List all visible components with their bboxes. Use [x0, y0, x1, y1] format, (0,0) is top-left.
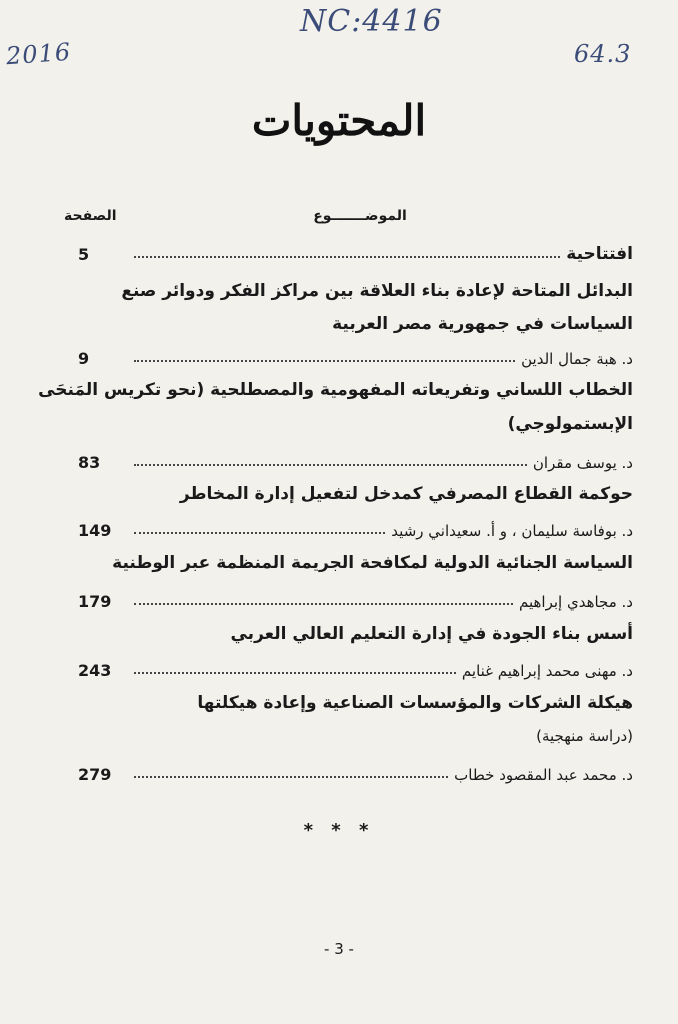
toc-line [78, 654, 633, 680]
handwritten-shelf-mark: 64.3 [574, 40, 632, 68]
toc-line [78, 342, 633, 368]
dot-leader [134, 256, 560, 258]
toc-entry-title: البدائل المتاحة لإعادة بناء العلاقة بين مراكز الفكر ودوائر صنع [121, 281, 633, 301]
toc-page-number: 9 [78, 349, 90, 368]
toc-line-text: افتتاحية [566, 244, 633, 264]
toc-author: د. بوفاسة سليمان ، و أ. سعيداني رشيد [391, 522, 633, 540]
toc-page-number: 243 [78, 661, 112, 680]
ornament: * * * [303, 820, 375, 841]
toc-page-number: 279 [78, 765, 112, 784]
toc-entry-title: أسس بناء الجودة في إدارة التعليم العالي العربي [230, 624, 633, 644]
subject-column-header: الموضـــــــوع [313, 208, 407, 224]
toc-line [78, 585, 633, 611]
toc-author: د. محمد عبد المقصود خطاب [454, 766, 633, 784]
page-folio: - 3 - [324, 940, 354, 958]
dot-leader [134, 360, 515, 362]
toc-entry-title: الإبستمولوجي) [507, 414, 633, 434]
toc-page-number: 179 [78, 592, 112, 611]
toc-page-number: 83 [78, 453, 101, 472]
toc-line [78, 514, 633, 540]
toc-author: د. مجاهدي إبراهيم [518, 593, 633, 611]
toc-entry-title: حوكمة القطاع المصرفي كمدخل لتفعيل إدارة المخاطر [179, 484, 633, 504]
toc-entry-title: السياسة الجنائية الدولية لمكافحة الجريمة المنظمة عبر الوطنية [112, 553, 633, 573]
dot-leader [134, 672, 456, 674]
toc-page-number: 5 [78, 245, 90, 264]
toc-line [78, 446, 633, 472]
toc-author: د. هبة جمال الدين [521, 350, 633, 368]
dot-leader [134, 603, 513, 605]
toc-line [78, 238, 633, 264]
toc-author: د. يوسف مقران [532, 454, 633, 472]
toc-page-number: 149 [78, 521, 112, 540]
page-column-header: الصفحة [64, 208, 117, 224]
handwritten-year: 2016 [5, 37, 72, 71]
toc-line [78, 758, 633, 784]
toc-author: د. مهنى محمد إبراهيم غنايم [461, 662, 633, 680]
toc-entry-title: السياسات في جمهورية مصر العربية [332, 314, 633, 334]
handwritten-catalog-number: NC:4416 [300, 4, 443, 39]
page-title: المحتويات [251, 96, 427, 145]
toc-entry-title: هيكلة الشركات والمؤسسات الصناعية وإعادة هيكلتها [197, 693, 633, 713]
toc-entry-title: الخطاب اللساني وتفريعاته المفهومية والمصطلحية (نحو تكريس المَنحَى [38, 380, 633, 400]
dot-leader [134, 776, 448, 778]
dot-leader [134, 464, 527, 466]
dot-leader [134, 532, 385, 534]
toc-entry-subtitle: (دراسة منهجية) [536, 727, 633, 745]
